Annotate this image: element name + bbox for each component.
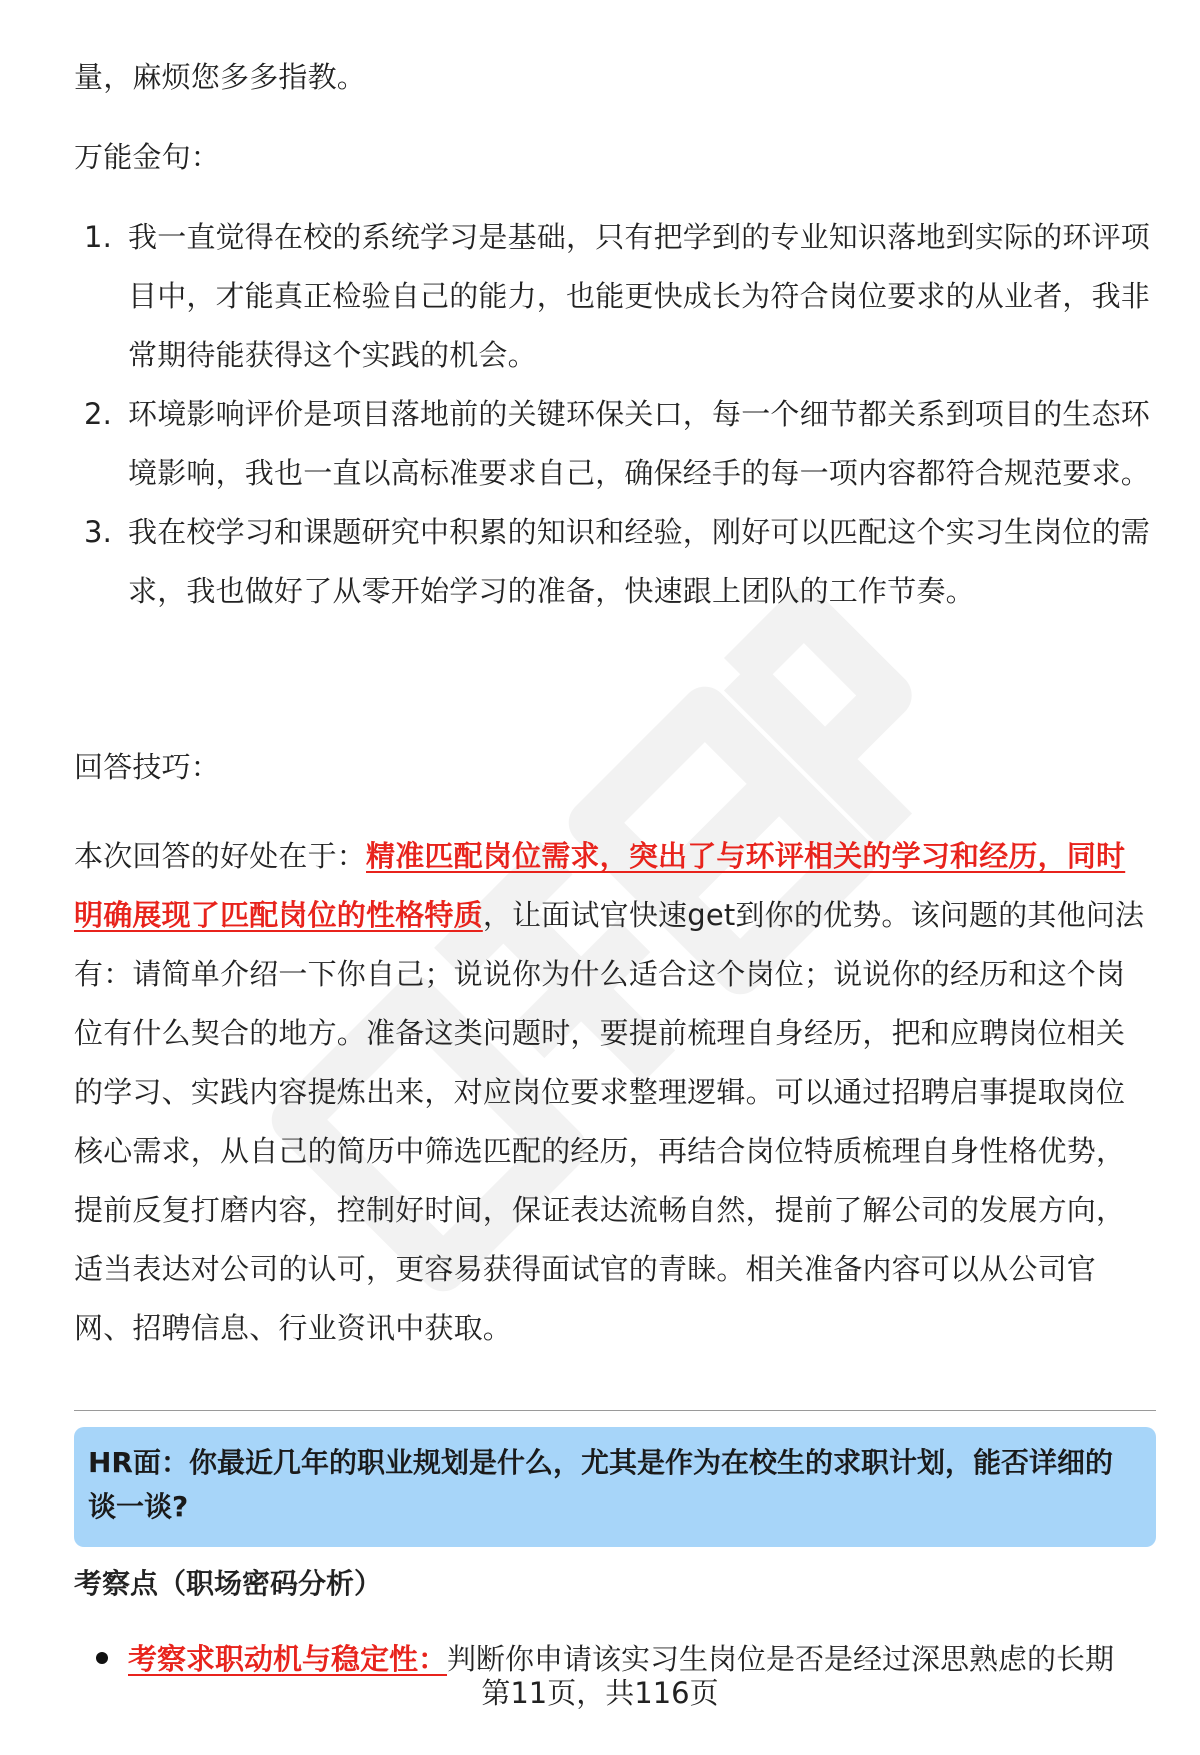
list-number: 2. [84, 397, 113, 431]
exam-heading: 考察点（职场密码分析） [74, 1567, 383, 1600]
list-number: 3. [84, 515, 113, 549]
list-item-text: 我一直觉得在校的系统学习是基础，只有把学到的专业知识落地到实际的环评项目中，才能真正检验自己的能力，也能更快成长为符合岗位要求的从业者，我非常期待能获得这个实践的机会。 [128, 220, 1151, 372]
list-item-text: 环境影响评价是项目落地前的关键环保关口，每一个细节都关系到项目的生态环境影响，我也一直以高标准要求自己，确保经手的每一项内容都符合规范要求。 [128, 397, 1151, 490]
list-number: 1. [84, 220, 113, 254]
page-number: 第11页，共116页 [481, 1676, 719, 1710]
intro-tail: 量，麻烦您多多指教。 [74, 60, 367, 94]
bullet-dot-icon [96, 1652, 108, 1664]
list-item [74, 208, 1152, 385]
phrases-list [74, 208, 1152, 621]
tips-heading: 回答技巧： [74, 750, 221, 784]
list-item [74, 503, 1152, 621]
bullet-text: 判断你申请该实习生岗位是否是经过深思熟虑的长期 [447, 1642, 1115, 1676]
phrases-heading: 万能金句： [74, 140, 221, 174]
list-item-text: 我在校学习和课题研究中积累的知识和经验，刚好可以匹配这个实习生岗位的需求，我也做好了从零开始学习的准备，快速跟上团队的工作节奏。 [128, 515, 1151, 608]
bullet-highlight: 考察求职动机与稳定性： [128, 1642, 448, 1676]
tips-body: ，让面试官快速get到你的优势。该问题的其他问法有：请简单介绍一下你自己；说说你为什么适合这个岗位；说说你的经历和这个岗位有什么契合的地方。准备这类问题时，要提前梳理自身经历，把和应聘岗位相关的学习、实践内容提炼出来，对应岗位要求整理逻辑。可以通过招聘启事提取岗位核心需求，从自己的简历中筛选匹配的经历，再结合岗位特质梳理自身性格优势，提前反复打磨内容，控制好时间，保证表达流畅自然，提前了解公司的发展方向，适当表达对公司的认可，更容易获得面试官的青睐。相关准备内容可以从公司官网、招聘信息、行业资讯中获取。 [74, 898, 1145, 1345]
question-callout [74, 1427, 1156, 1547]
list-item [74, 385, 1152, 503]
tips-lead: 本次回答的好处在于： [74, 839, 367, 873]
tips-highlight: 精准匹配岗位需求，突出了与环评相关的学习和经历，同时明确展现了匹配岗位的性格特质 [74, 839, 1126, 932]
divider [74, 1410, 1156, 1411]
question-text: HR面：你最近几年的职业规划是什么，尤其是作为在校生的求职计划，能否详细的谈一谈? [88, 1446, 1113, 1523]
tips-paragraph [74, 827, 1152, 1358]
